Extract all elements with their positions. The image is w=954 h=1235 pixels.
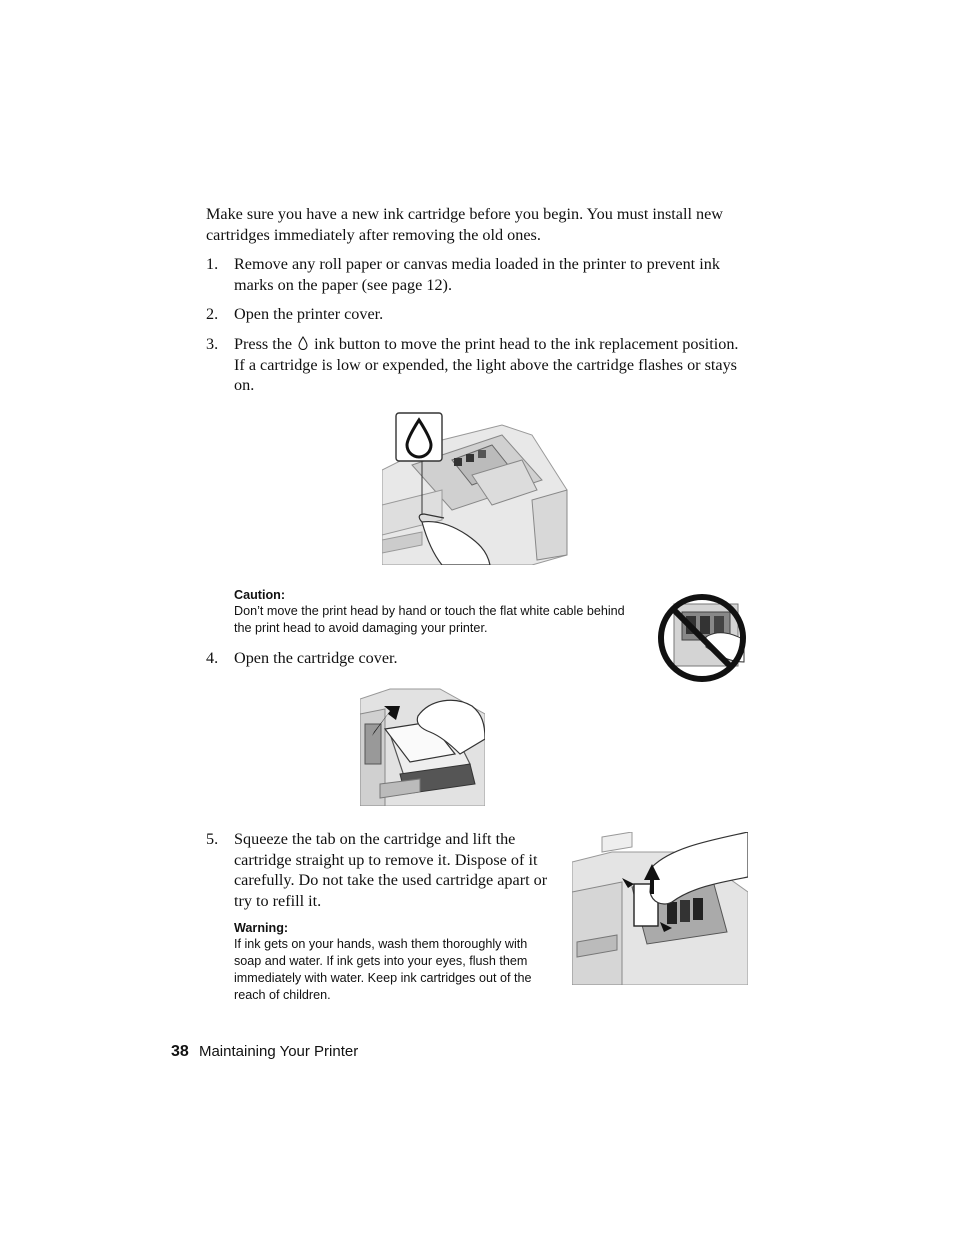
step-number: 1. <box>206 255 219 273</box>
warning-title: Warning: <box>234 921 289 935</box>
step-text: Open the printer cover. <box>234 305 384 323</box>
intro-paragraph: Make sure you have a new ink cartridge before you begin. You must install new cartridges immediately after removing the old ones. <box>206 205 723 244</box>
step-text-part: Press the <box>234 335 292 353</box>
page-footer <box>171 1042 358 1062</box>
warning-note <box>234 920 544 1004</box>
step-1 <box>206 254 751 295</box>
section-title: Maintaining Your Printer <box>198 1043 359 1060</box>
step-number: 3. <box>206 335 219 353</box>
caution-note <box>234 587 644 637</box>
step-text: Remove any roll paper or canvas media loaded in the printer to prevent ink marks on the paper (see page 12). <box>234 255 720 294</box>
step-number: 5. <box>206 830 219 848</box>
ink-drop-icon <box>298 336 308 350</box>
step-4 <box>206 648 751 669</box>
caution-title: Caution: <box>234 588 286 602</box>
printer-ink-button-illustration <box>382 410 572 565</box>
step-number: 4. <box>206 649 219 667</box>
step-text: Squeeze the tab on the cartridge and lift the cartridge straight up to remove it. Dispose of it carefully. Do not take the used cartridge apart or try to refill it. <box>234 830 548 910</box>
cartridge-cover-illustration <box>360 684 485 806</box>
step-number: 2. <box>206 305 219 323</box>
caution-body: Don’t move the print head by hand or touch the flat white cable behind the print head to avoid damaging your printer. <box>234 604 625 635</box>
step-text-part: ink button to move the print head to the ink replacement position. If a cartridge is low or expended, the light above the cartridge flashes or stays on. <box>234 335 739 394</box>
warning-body: If ink gets on your hands, wash them thoroughly with soap and water. If ink gets into your eyes, flush them immediately with water. Keep ink cartridges out of the reach of children. <box>234 937 532 1002</box>
do-not-touch-illustration <box>656 592 748 684</box>
step-text: Open the cartridge cover. <box>234 649 398 667</box>
step-2 <box>206 304 751 325</box>
step-5 <box>206 829 551 911</box>
step-3 <box>206 334 751 396</box>
step-text <box>234 334 751 396</box>
remove-cartridge-illustration <box>572 832 748 985</box>
page-number: 38 <box>171 1043 189 1060</box>
